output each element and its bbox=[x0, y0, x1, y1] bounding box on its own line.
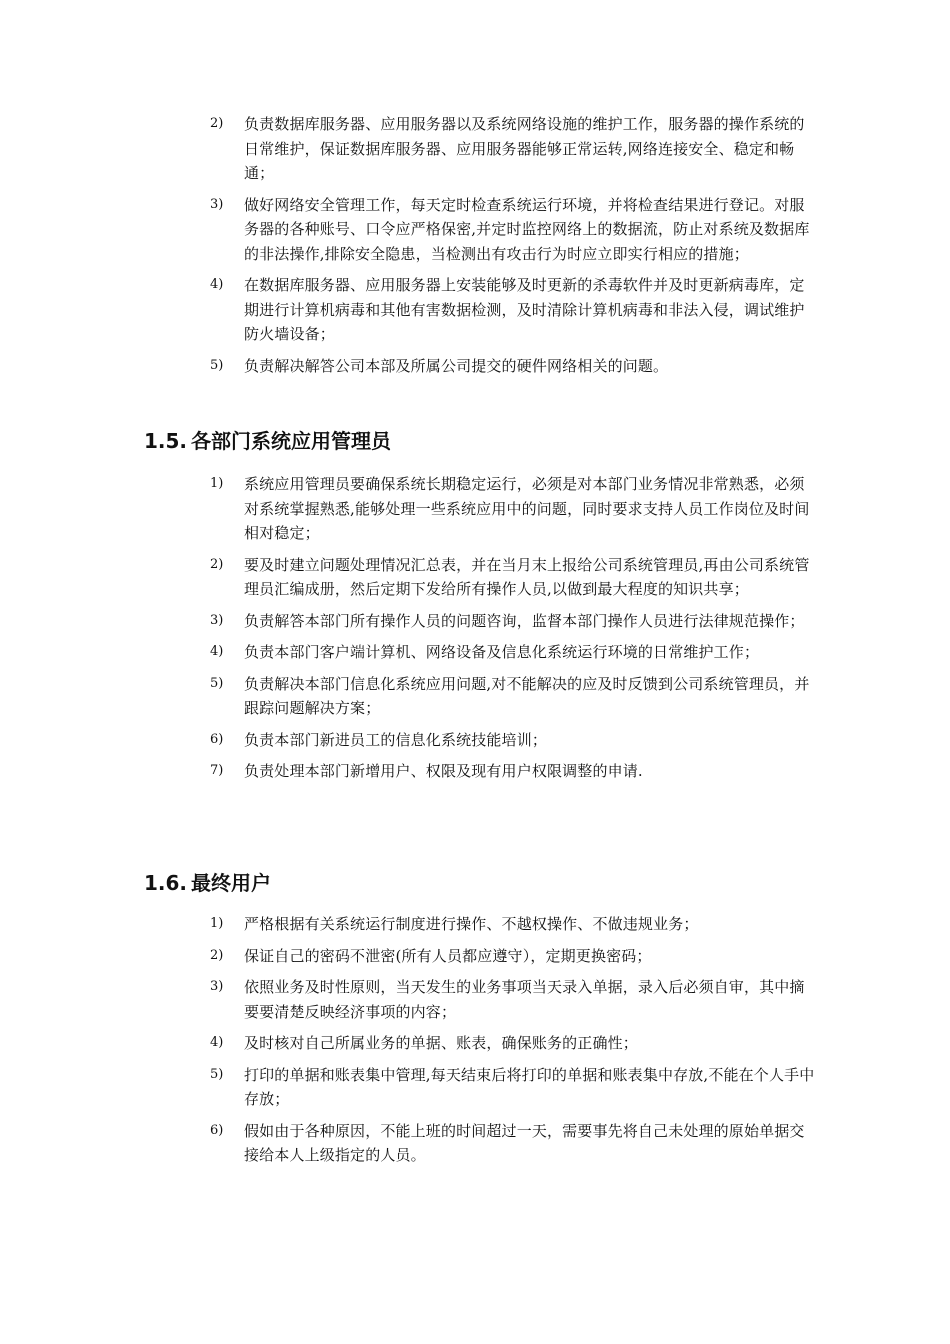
section-number: 1.5. bbox=[144, 429, 188, 453]
item-text: 做好网络安全管理工作，每天定时检查系统运行环境，并将检查结果进行登记。对服务器的各种账号、口令应严格保密,并定时监控网络上的数据流，防止对系统及数据库的非法操作,排除安全隐患，当检测出有攻击行为时应立即实行相应的措施； bbox=[244, 195, 810, 263]
section-heading-1-5 bbox=[144, 426, 391, 456]
list-item bbox=[0, 1119, 950, 1168]
item-text: 严格根据有关系统运行制度进行操作、不越权操作、不做违规业务； bbox=[244, 915, 699, 933]
item-number: 4) bbox=[210, 644, 224, 659]
item-text: 依照业务及时性原则，当天发生的业务事项当天录入单据，录入后必须自审，其中摘要要清楚反映经济事项的内容； bbox=[244, 978, 805, 1021]
item-text: 保证自己的密码不泄密(所有人员都应遵守），定期更换密码； bbox=[244, 946, 652, 965]
list-item bbox=[0, 944, 950, 969]
item-text: 系统应用管理员要确保系统长期稳定运行，必须是对本部门业务情况非常熟悉，必须对系统掌握熟悉,能够处理一些系统应用中的问题，同时要求支持人员工作岗位及时间相对稳定； bbox=[244, 475, 810, 542]
item-number: 5) bbox=[210, 675, 224, 691]
list-item bbox=[0, 1063, 950, 1112]
section-number: 1.6. bbox=[144, 871, 188, 895]
list-item bbox=[0, 912, 950, 937]
list-item bbox=[0, 112, 950, 186]
item-number: 3) bbox=[210, 979, 224, 994]
section-heading-1-6 bbox=[144, 868, 271, 898]
item-text: 打印的单据和账表集中管理,每天结束后将打印的单据和账表集中存放,不能在个人手中存放； bbox=[244, 1065, 815, 1108]
item-text: 负责本部门新进员工的信息化系统技能培训； bbox=[244, 730, 548, 749]
item-text: 及时核对自己所属业务的单据、账表，确保账务的正确性； bbox=[244, 1034, 638, 1052]
item-text: 负责数据库服务器、应用服务器以及系统网络设施的维护工作，服务器的操作系统的日常维护，保证数据库服务器、应用服务器能够正常运转,网络连接安全、稳定和畅通； bbox=[244, 115, 805, 182]
prev-section-list bbox=[0, 112, 950, 385]
item-number: 3) bbox=[210, 196, 224, 212]
list-item bbox=[0, 1031, 950, 1056]
list-item bbox=[0, 728, 950, 753]
item-number: 7) bbox=[210, 763, 224, 778]
section-title: 最终用户 bbox=[191, 871, 272, 895]
item-text: 假如由于各种原因，不能上班的时间超过一天，需要事先将自己未处理的原始单据交接给本人上级指定的人员。 bbox=[244, 1121, 805, 1164]
list-item bbox=[0, 672, 950, 721]
list-item bbox=[0, 975, 950, 1024]
list-item bbox=[0, 273, 950, 347]
item-text: 负责处理本部门新增用户、权限及现有用户权限调整的申请. bbox=[244, 762, 643, 780]
item-text: 负责解决解答公司本部及所属公司提交的硬件网络相关的问题。 bbox=[244, 356, 669, 375]
list-item bbox=[0, 472, 950, 546]
item-number: 6) bbox=[210, 731, 224, 747]
item-number: 5) bbox=[210, 1066, 224, 1082]
item-number: 1) bbox=[210, 476, 224, 491]
section-1-5-list bbox=[0, 472, 950, 791]
list-item bbox=[0, 553, 950, 602]
item-number: 4) bbox=[210, 277, 224, 292]
item-number: 4) bbox=[210, 1035, 224, 1050]
item-text: 在数据库服务器、应用服务器上安装能够及时更新的杀毒软件并及时更新病毒库，定期进行计算机病毒和其他有害数据检测，及时清除计算机病毒和非法入侵，调试维护防火墙设备； bbox=[244, 276, 805, 343]
section-title: 各部门系统应用管理员 bbox=[191, 429, 392, 453]
item-text: 负责解答本部门所有操作人员的问题咨询，监督本部门操作人员进行法律规范操作； bbox=[244, 611, 805, 630]
item-number: 6) bbox=[210, 1122, 224, 1138]
item-number: 5) bbox=[210, 357, 224, 373]
list-item bbox=[0, 640, 950, 665]
item-number: 3) bbox=[210, 612, 224, 628]
list-item bbox=[0, 354, 950, 379]
item-number: 2) bbox=[210, 556, 224, 572]
item-number: 2) bbox=[210, 116, 224, 131]
section-1-6-list bbox=[0, 912, 950, 1175]
item-number: 2) bbox=[210, 947, 224, 963]
item-text: 要及时建立问题处理情况汇总表，并在当月末上报给公司系统管理员,再由公司系统管理员汇编成册，然后定期下发给所有操作人员,以做到最大程度的知识共享； bbox=[244, 555, 810, 598]
item-text: 负责本部门客户端计算机、网络设备及信息化系统运行环境的日常维护工作； bbox=[244, 643, 760, 661]
item-text: 负责解决本部门信息化系统应用问题,对不能解决的应及时反馈到公司系统管理员，并跟踪问题解决方案； bbox=[244, 674, 810, 717]
list-item bbox=[0, 759, 950, 784]
list-item bbox=[0, 193, 950, 267]
list-item bbox=[0, 609, 950, 634]
item-number: 1) bbox=[210, 916, 224, 931]
